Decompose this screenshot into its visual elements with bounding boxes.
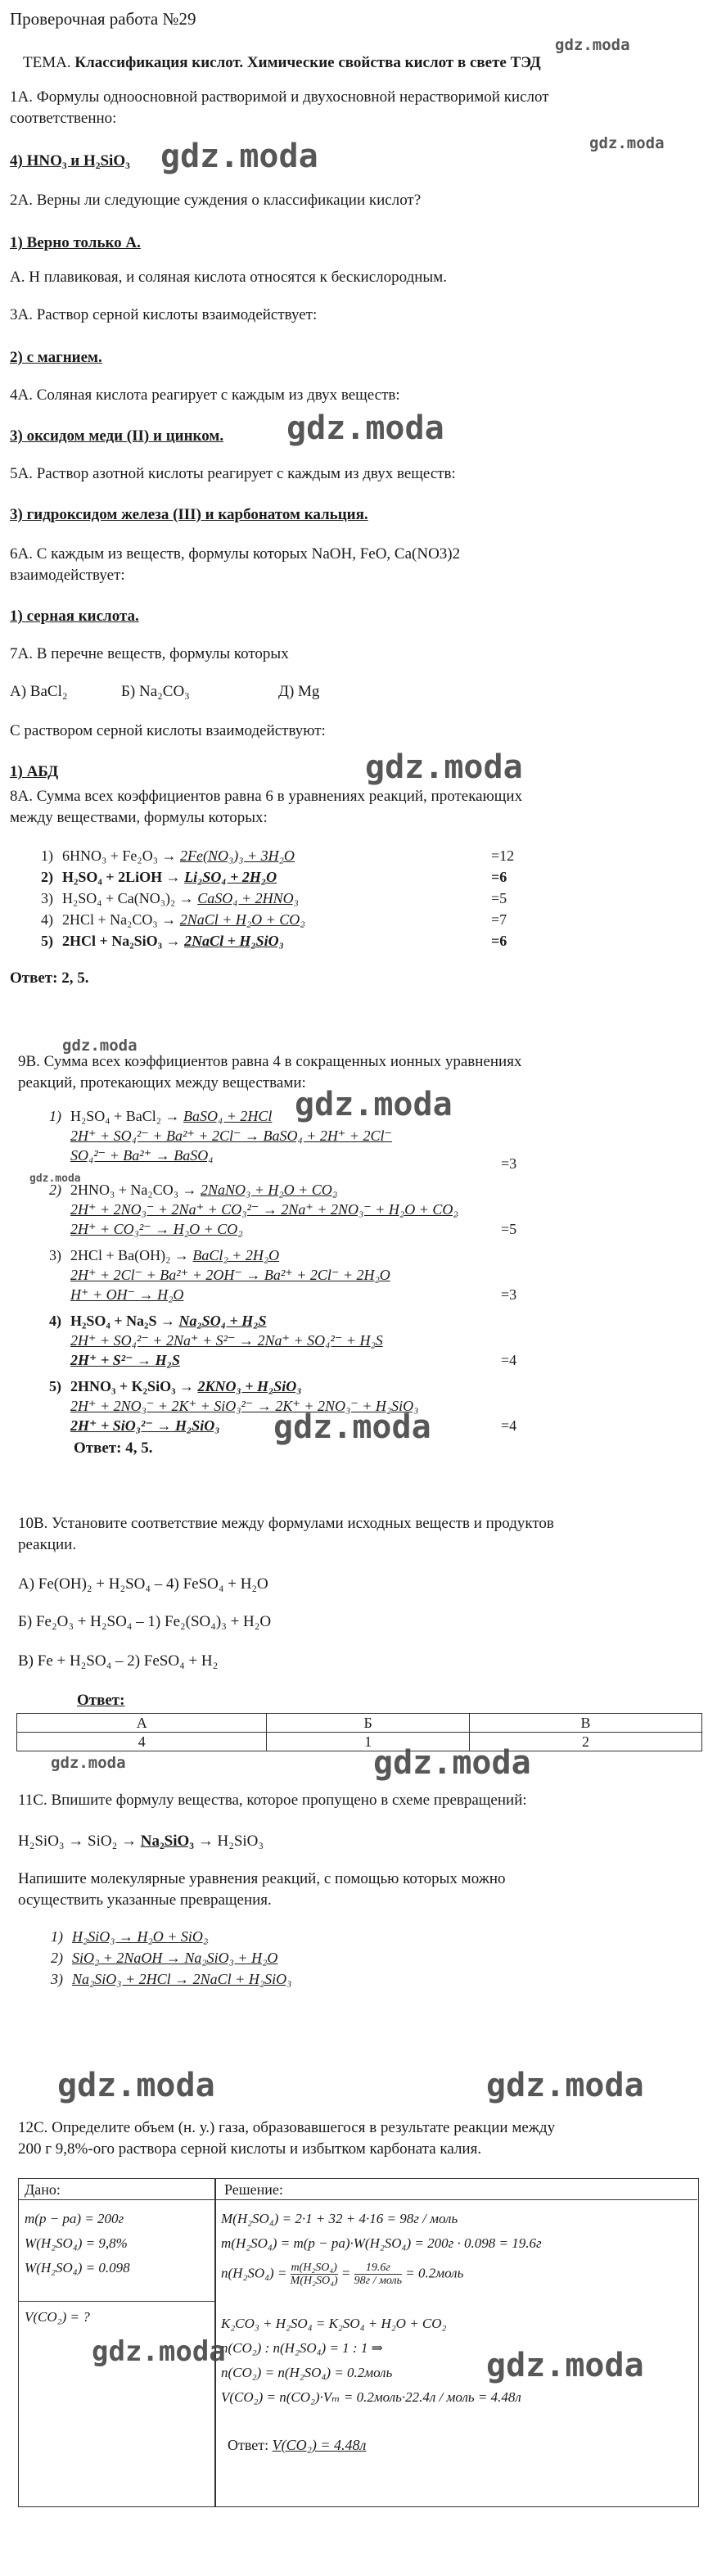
table-cell: 4 <box>17 1733 267 1751</box>
q7-answer: 1) АБД <box>10 763 59 780</box>
q8-eq-sum: =5 <box>491 890 507 906</box>
q5-answer: 3) гидроксидом железа (III) и карбонатом кальция. <box>10 506 368 523</box>
q8-eq-rhs: CaSO₄ + 2HNO₃ <box>197 890 299 906</box>
watermark: gdz.moda <box>373 1744 531 1782</box>
result: = 0.2моль <box>405 2265 464 2281</box>
q11-equation-1 <box>51 1927 208 1946</box>
q6-text-1: 6А. С каждым из веществ, формулы которых NaOH, FeO, Ca(NO3)2 <box>10 545 461 563</box>
q9-full-ionic-2: 2H⁺ + 2NO₃⁻ + 2Na⁺ + CO₃²⁻ → 2Na⁺ + 2NO₃⁻ + H₂O + CO₂ <box>70 1201 458 1218</box>
q7-question: 7А. В перечне веществ, формулы которых <box>10 645 289 662</box>
q9-text-2: реакций, протекающих между веществами: <box>18 1074 306 1091</box>
q9-eq-rhs: 2KNO₃ + H₂SiO₃ <box>197 1378 302 1394</box>
q9-eq-rhs: BaCl₂ + 2H₂O <box>192 1247 280 1263</box>
q11-eq-number: 2) <box>51 1950 63 1966</box>
q8-eq-number: 4) <box>41 911 53 928</box>
q11-eq-text: Na₂SiO₃ + 2HCl → 2NaCl + H₂SiO₃ <box>72 1971 292 1987</box>
fraction <box>291 2262 338 2287</box>
q9-sum-4: =4 <box>501 1352 517 1368</box>
watermark: gdz.moda <box>51 1754 126 1772</box>
q8-eq-sum: =6 <box>491 869 507 885</box>
q9-short-ionic-2: 2H⁺ + CO₃²⁻ → H₂O + CO₂ <box>70 1221 243 1237</box>
q8-eq-lhs: 2HCl + Na₂CO₃ → <box>62 911 177 928</box>
q11-missing-substance: Na₂SiO₃ <box>140 1833 194 1850</box>
q7-option-a: А) BaCl₂ <box>10 683 68 700</box>
watermark: gdz.moda <box>273 1408 431 1446</box>
q4-question: 4А. Соляная кислота реагирует с каждым из двух веществ: <box>10 386 400 404</box>
given-3: W(H₂SO₄) = 0.098 <box>25 2260 130 2275</box>
q8-text-2: между веществами, формулы которых: <box>10 809 268 826</box>
q9-full-ionic-3: 2H⁺ + 2Cl⁻ + Ba²⁺ + 2OH⁻ → Ba²⁺ + 2Cl⁻ + 2H₂O <box>70 1267 390 1283</box>
watermark: gdz.moda <box>365 748 523 786</box>
q9-eq-number: 2) <box>49 1182 61 1198</box>
q10-item-a: А) Fe(OH)₂ + H₂SO₄ – 4) FeSO₄ + H₂O <box>18 1575 268 1593</box>
q8-answer: Ответ: 2, 5. <box>10 969 89 987</box>
q9-sum-3: =3 <box>501 1286 517 1303</box>
topic-line <box>23 52 707 74</box>
q8-eq-number: 3) <box>41 890 53 906</box>
table-header-row <box>17 1714 702 1733</box>
q1-text-2: соответственно: <box>10 110 117 127</box>
q11-text-1: Напишите молекулярные уравнения реакций, с помощью которых можно <box>18 1870 506 1887</box>
q9-eq-number: 3) <box>49 1247 61 1263</box>
q10-answer-table <box>16 1713 702 1751</box>
q9-eq-lhs: 2HCl + Ba(OH)₂ → <box>70 1247 189 1263</box>
q9-full-ionic-5: 2H⁺ + 2NO₃⁻ + 2K⁺ + SiO₃²⁻ → 2K⁺ + 2NO₃⁻ + H₂SiO₃ <box>70 1398 419 1414</box>
q11-equation-3 <box>51 1970 291 1988</box>
table-cell: 1 <box>267 1733 470 1751</box>
q10-answer-label: Ответ: <box>77 1692 125 1709</box>
q7-option-b: Б) Na₂CO₃ <box>121 683 190 700</box>
q8-equation <box>41 911 663 929</box>
q12-text-2: 200 г 9,8%-ого раствора серной кислоты и избытком карбоната калия. <box>18 2140 482 2158</box>
fraction <box>354 2262 402 2287</box>
equals: = <box>340 2265 351 2281</box>
q9-reaction-4 <box>49 1312 267 1330</box>
watermark: gdz.moda <box>486 2347 644 2384</box>
watermark: gdz.moda <box>160 138 318 175</box>
solution-line-6: n(CO₂) = n(H₂SO₄) = 0.2моль <box>221 2365 393 2380</box>
solution-line-5: n(CO₂) : n(H₂SO₄) = 1 : 1 ⇒ <box>221 2340 383 2356</box>
q11-text-2: осуществить указанные превращения. <box>18 1891 272 1909</box>
q8-eq-sum: =7 <box>491 911 507 928</box>
q2-statement: А. Н плавиковая, и соляная кислота относятся к бескислородным. <box>10 269 447 286</box>
q1-text-1: 1А. Формулы одноосновной растворимой и двухосновной нерастворимой кислот <box>10 88 549 106</box>
given-2: W(H₂SO₄) = 9,8% <box>25 2235 128 2251</box>
q9-short-ionic-5: 2H⁺ + SiO₃²⁻ → H₂SiO₃ <box>70 1417 220 1434</box>
watermark: gdz.moda <box>555 36 630 54</box>
q8-equation <box>41 889 663 907</box>
q9-eq-rhs: 2NaNO₃ + H₂O + CO₂ <box>200 1182 338 1198</box>
q9-eq-lhs: H₂SO₄ + Na₂S → <box>70 1313 175 1329</box>
q8-eq-sum: =6 <box>491 933 507 949</box>
n-label: n(H₂SO₄) = <box>221 2265 287 2281</box>
watermark: gdz.moda <box>29 1173 81 1185</box>
watermark: gdz.moda <box>286 409 444 447</box>
q4-answer: 3) оксидом меди (II) и цинком. <box>10 427 224 445</box>
solution-line-3 <box>221 2262 463 2287</box>
q9-eq-rhs: Na₂SO₄ + H₂S <box>178 1313 267 1329</box>
denominator: M(H₂SO₄) <box>290 2275 338 2287</box>
q8-equation <box>41 847 663 865</box>
watermark: gdz.moda <box>92 2335 226 2368</box>
q8-eq-number: 1) <box>41 847 53 864</box>
watermark: gdz.moda <box>62 1037 138 1055</box>
q10-text-2: реакции. <box>18 1536 77 1553</box>
q10-item-c: В) Fe + H₂SO₄ – 2) FeSO₄ + H₂ <box>18 1652 219 1670</box>
answer-label: Ответ: <box>228 2437 269 2453</box>
solution-line-7: V(CO₂) = n(CO₂)·Vₘ = 0.2моль·22.4л / моль = 4.48л <box>221 2389 521 2405</box>
given-divider <box>18 2301 214 2302</box>
q8-text-1: 8А. Сумма всех коэффициентов равна 6 в уравнениях реакций, протекающих <box>10 788 523 805</box>
q9-eq-rhs: BaSO₄ + 2HCl <box>183 1108 273 1124</box>
q8-equation <box>41 868 663 886</box>
numerator: 19.6г <box>354 2262 402 2275</box>
q8-eq-lhs: 2HCl + Na₂SiO₃ → <box>62 933 181 949</box>
q9-sum-2: =5 <box>501 1221 517 1237</box>
q12-answer <box>228 2437 366 2454</box>
q11-equation-2 <box>51 1949 277 1967</box>
q8-eq-lhs: H₂SO₄ + 2LiOH → <box>62 869 181 885</box>
q12-text-1: 12С. Определите объем (н. у.) газа, образовавшегося в результате реакции между <box>18 2119 556 2136</box>
q7-option-d: Д) Mg <box>278 683 320 700</box>
q8-equation <box>41 932 663 950</box>
q9-eq-lhs: H₂SO₄ + BaCl₂ → <box>70 1108 180 1124</box>
q11-scheme-start: H₂SiO₃ → SiO₂ → <box>18 1833 137 1850</box>
topic: Классификация кислот. Химические свойства кислот в свете ТЭД <box>74 54 541 71</box>
q6-text-2: взаимодействует: <box>10 567 125 584</box>
q2-question: 2А. Верны ли следующие суждения о классификации кислот? <box>10 192 422 209</box>
denominator: 98г / моль <box>354 2275 403 2287</box>
given-1: m(p − pa) = 200г <box>25 2211 124 2226</box>
q8-eq-rhs: Li₂SO₄ + 2H₂O <box>184 869 277 885</box>
q9-reaction-3 <box>49 1246 279 1264</box>
given-header: Дано: <box>25 2181 61 2198</box>
q10-text-1: 10В. Установите соответствие между формулами исходных веществ и продуктов <box>18 1515 554 1532</box>
q11-eq-text: H₂SiO₃ → H₂O + SiO₂ <box>72 1928 209 1945</box>
q9-short-ionic-1: SO₄²⁻ + Ba²⁺ → BaSO₄ <box>70 1147 214 1164</box>
q9-eq-number: 1) <box>49 1108 61 1124</box>
solution-line-1: M(H₂SO₄) = 2·1 + 32 + 4·16 = 98г / моль <box>221 2211 458 2226</box>
q10-item-b: Б) Fe₂O₃ + H₂SO₄ – 1) Fe₂(SO₄)₃ + H₂O <box>18 1613 272 1630</box>
q8-eq-rhs: 2NaCl + H₂O + CO₂ <box>179 911 305 928</box>
q11-scheme-end: → H₂SiO₃ <box>197 1833 264 1850</box>
q9-eq-lhs: 2HNO₃ + Na₂CO₃ → <box>70 1182 197 1198</box>
q9-eq-number: 4) <box>49 1313 61 1329</box>
watermark: gdz.moda <box>486 2067 644 2104</box>
q9-reaction-5 <box>49 1377 302 1395</box>
table-row <box>17 1733 702 1751</box>
solution-header: Решение: <box>224 2181 283 2198</box>
q9-text-1: 9В. Сумма всех коэффициентов равна 4 в сокращенных ионных уравнениях <box>18 1053 522 1070</box>
solution-line-2: m(H₂SO₄) = m(p − pa)·W(H₂SO₄) = 200г · 0.098 = 19.6г <box>221 2235 542 2251</box>
q2-answer: 1) Верно только А. <box>10 234 141 251</box>
q11-scheme <box>18 1831 707 1852</box>
q9-full-ionic-1: 2H⁺ + SO₄²⁻ + Ba²⁺ + 2Cl⁻ → BaSO₄ + 2H⁺ + 2Cl⁻ <box>70 1128 393 1144</box>
q8-eq-number: 2) <box>41 869 53 885</box>
q9-answer: Ответ: 4, 5. <box>74 1439 153 1457</box>
q11-eq-number: 3) <box>51 1971 63 1987</box>
q7-question-2: С раствором серной кислоты взаимодействуют: <box>10 722 326 739</box>
header-divider <box>18 2199 697 2200</box>
q8-eq-rhs: 2Fe(NO₃)₃ + 3H₂O <box>179 847 295 864</box>
table-cell: 2 <box>469 1733 701 1751</box>
q8-eq-sum: =12 <box>491 847 515 864</box>
q3-answer: 2) с магнием. <box>10 349 102 366</box>
q9-reaction-1 <box>49 1107 272 1125</box>
q9-sum-5: =4 <box>501 1417 517 1434</box>
q9-short-ionic-3: H⁺ + OH⁻ → H₂O <box>70 1286 184 1303</box>
q11-eq-number: 1) <box>51 1928 63 1945</box>
table-header-cell: А <box>17 1714 267 1733</box>
q5-question: 5А. Раствор азотной кислоты реагирует с каждым из двух веществ: <box>10 465 456 482</box>
numerator: m(H₂SO₄) <box>291 2262 337 2274</box>
q9-reaction-2 <box>49 1181 337 1199</box>
page-title: Проверочная работа №29 <box>10 9 196 29</box>
q9-sum-1: =3 <box>501 1155 517 1172</box>
q11-eq-text: SiO₂ + 2NaOH → Na₂SiO₃ + H₂O <box>72 1950 278 1966</box>
q6-answer: 1) серная кислота. <box>10 608 139 625</box>
watermark: gdz.moda <box>57 2067 215 2104</box>
topic-label: ТЕМА. <box>23 54 71 71</box>
watermark: gdz.moda <box>295 1086 453 1123</box>
q9-full-ionic-4: 2H⁺ + SO₄²⁻ + 2Na⁺ + S²⁻ → 2Na⁺ + SO₄²⁻ + H₂S <box>70 1332 383 1349</box>
table-header-cell: Б <box>267 1714 470 1733</box>
q8-eq-lhs: H₂SO₄ + Ca(NO₃)₂ → <box>62 890 194 906</box>
q8-eq-rhs: 2NaCl + H₂SiO₃ <box>184 933 284 949</box>
q9-short-ionic-4: 2H⁺ + S²⁻ → H₂S <box>70 1352 180 1368</box>
answer-value: V(CO₂) = 4.48л <box>272 2437 367 2453</box>
q1-answer: 4) HNO₃ и H₂SiO₃ <box>10 152 130 169</box>
table-header-cell: В <box>469 1714 701 1733</box>
q9-eq-number: 5) <box>49 1378 61 1394</box>
given-4: V(CO₂) = ? <box>25 2309 90 2325</box>
solution-line-4: K₂CO₃ + H₂SO₄ = K₂SO₄ + H₂O + CO₂ <box>221 2316 447 2331</box>
q8-eq-number: 5) <box>41 933 53 949</box>
q8-eq-lhs: 6HNO₃ + Fe₂O₃ → <box>62 847 177 864</box>
q9-eq-lhs: 2HNO₃ + K₂SiO₃ → <box>70 1378 194 1394</box>
q3-question: 3А. Раствор серной кислоты взаимодействует: <box>10 306 318 323</box>
q11-question: 11С. Впишите формулу вещества, которое пропущено в схеме превращений: <box>18 1792 527 1809</box>
watermark: gdz.moda <box>589 134 665 152</box>
